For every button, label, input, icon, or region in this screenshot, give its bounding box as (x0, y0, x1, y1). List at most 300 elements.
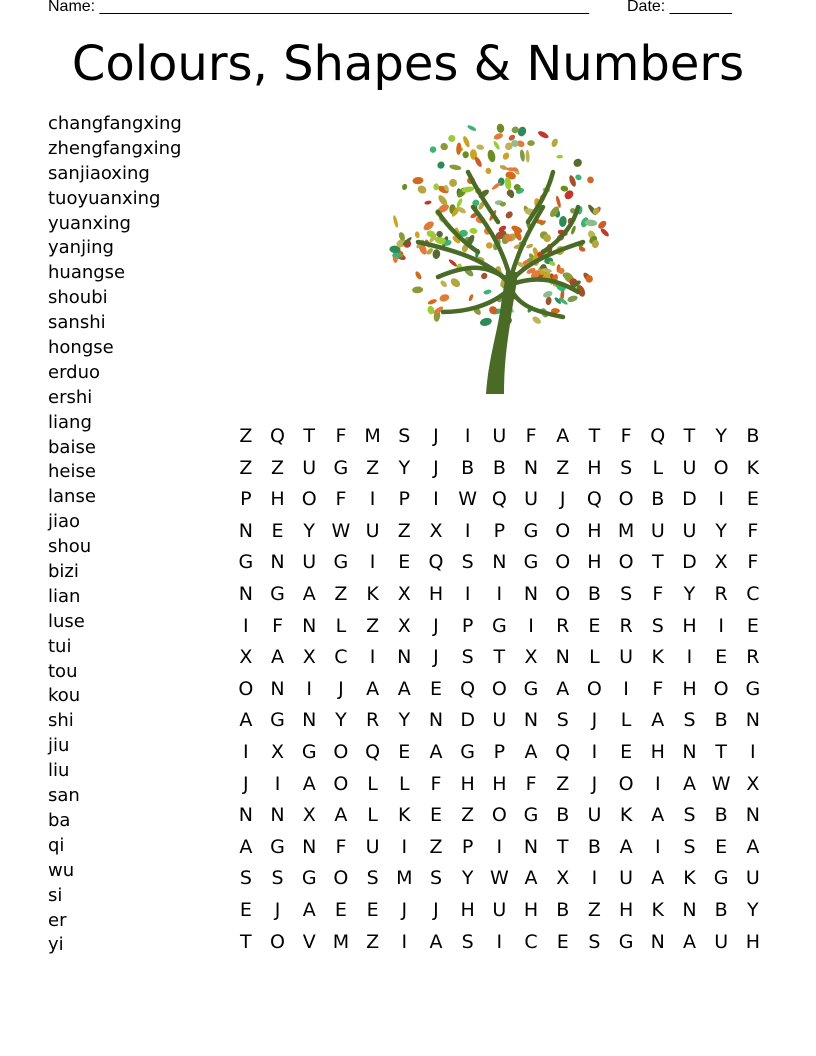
grid-letter[interactable]: U (714, 930, 729, 953)
grid-letter[interactable]: T (683, 425, 696, 447)
grid-letter[interactable]: S (461, 551, 474, 574)
grid-letter[interactable]: N (492, 551, 507, 574)
grid-letter[interactable]: Q (365, 740, 381, 763)
leaf-shape (476, 144, 485, 151)
grid-letter[interactable]: E (715, 646, 728, 669)
grid-letter[interactable]: B (746, 425, 760, 447)
grid-letter[interactable]: X (271, 740, 285, 763)
grid-letter[interactable]: K (683, 867, 696, 890)
grid-letter[interactable]: Y (303, 519, 316, 542)
grid-letter[interactable]: G (238, 551, 254, 574)
grid-letter[interactable]: Y (715, 425, 727, 447)
grid-letter[interactable]: A (366, 677, 380, 700)
grid-letter[interactable]: N (523, 582, 539, 605)
grid-letter[interactable]: I (496, 582, 503, 605)
grid-letter[interactable]: U (619, 646, 634, 669)
grid-letter[interactable]: O (618, 551, 634, 574)
grid-letter[interactable]: L (589, 646, 600, 669)
grid-letter[interactable]: Q (491, 488, 507, 511)
grid-letter[interactable]: U (302, 456, 317, 479)
grid-letter[interactable]: Z (366, 614, 380, 637)
grid-letter[interactable]: X (429, 519, 443, 542)
grid-letter[interactable]: Z (556, 456, 570, 479)
grid-letter[interactable]: E (429, 677, 442, 700)
grid-letter[interactable]: S (461, 930, 474, 953)
grid-letter[interactable]: B (556, 804, 570, 827)
grid-letter[interactable]: L (367, 772, 378, 795)
grid-letter[interactable]: R (714, 582, 728, 605)
grid-letter[interactable]: N (270, 677, 285, 700)
grid-letter[interactable]: Q (270, 425, 286, 447)
grid-letter[interactable]: Z (366, 930, 380, 953)
grid-letter[interactable]: E (588, 614, 601, 637)
grid-letter[interactable]: N (682, 898, 697, 921)
grid-letter[interactable]: X (746, 772, 760, 795)
grid-letter[interactable]: A (651, 867, 665, 890)
grid-letter[interactable]: G (333, 456, 349, 479)
grid-letter[interactable]: N (238, 519, 253, 542)
grid-letter[interactable]: X (302, 646, 316, 669)
grid-letter[interactable]: I (686, 646, 693, 669)
grid-letter[interactable]: I (243, 614, 249, 637)
grid-letter[interactable]: B (492, 456, 506, 479)
grid-letter[interactable]: O (333, 867, 349, 890)
grid-letter[interactable]: B (714, 898, 728, 921)
grid-letter[interactable]: I (464, 582, 471, 605)
grid-letter[interactable]: J (274, 898, 281, 921)
grid-letter[interactable]: Z (271, 456, 285, 479)
grid-letter[interactable]: K (651, 646, 665, 669)
grid-letter[interactable]: N (745, 709, 760, 732)
grid-letter[interactable]: L (398, 772, 410, 795)
grid-letter[interactable]: N (302, 709, 317, 732)
grid-letter[interactable]: T (556, 835, 569, 858)
grid-letter[interactable]: F (652, 677, 664, 700)
grid-letter[interactable]: D (682, 488, 697, 511)
grid-letter[interactable]: B (714, 804, 728, 827)
leaf-shape (439, 293, 451, 303)
grid-letter[interactable]: B (714, 709, 728, 732)
grid-letter[interactable]: E (620, 740, 633, 763)
grid-letter[interactable]: U (682, 519, 697, 542)
grid-letter[interactable]: T (240, 930, 252, 953)
grid-letter[interactable]: E (429, 804, 442, 827)
grid-letter[interactable]: K (619, 804, 633, 827)
grid-letter[interactable]: L (652, 456, 664, 479)
grid-letter[interactable]: A (619, 835, 633, 858)
grid-letter[interactable]: B (556, 898, 570, 921)
grid-letter[interactable]: F (430, 772, 442, 795)
grid-letter[interactable]: F (335, 425, 347, 447)
grid-letter[interactable]: L (620, 709, 632, 732)
grid-letter[interactable]: E (715, 835, 728, 858)
grid-letter[interactable]: A (302, 898, 316, 921)
grid-letter[interactable]: E (271, 519, 284, 542)
grid-letter[interactable]: H (587, 456, 602, 479)
grid-letter[interactable]: H (460, 772, 475, 795)
grid-letter[interactable]: O (713, 456, 729, 479)
grid-letter[interactable]: X (239, 646, 253, 669)
grid-letter[interactable]: O (618, 488, 634, 511)
grid-letter[interactable]: S (620, 456, 633, 479)
grid-letter[interactable]: B (651, 488, 665, 511)
grid-letter[interactable]: J (433, 898, 439, 921)
grid-letter[interactable]: F (620, 425, 632, 447)
grid-letter[interactable]: L (367, 804, 378, 827)
grid-letter[interactable]: A (334, 804, 348, 827)
grid-letter[interactable]: J (591, 772, 598, 795)
grid-letter[interactable]: I (623, 677, 629, 700)
grid-letter[interactable]: I (464, 425, 471, 447)
grid-letter[interactable]: Z (239, 425, 253, 447)
grid-letter[interactable]: J (433, 646, 439, 669)
grid-letter[interactable]: Y (461, 867, 474, 890)
grid-letter[interactable]: P (493, 740, 506, 763)
grid-letter[interactable]: R (619, 614, 633, 637)
grid-letter[interactable]: F (652, 582, 664, 605)
grid-letter[interactable]: S (556, 709, 569, 732)
grid-letter[interactable]: U (365, 519, 380, 542)
grid-letter[interactable]: B (461, 456, 475, 479)
grid-letter[interactable]: A (682, 930, 696, 953)
grid-letter[interactable]: O (555, 519, 571, 542)
grid-letter[interactable]: H (428, 582, 444, 605)
grid-letter[interactable]: B (587, 835, 601, 858)
grid-letter[interactable]: H (460, 898, 475, 921)
grid-letter[interactable]: W (489, 867, 509, 890)
grid-letter[interactable]: Y (715, 519, 727, 542)
grid-letter[interactable]: R (746, 646, 760, 669)
grid-letter[interactable]: N (302, 835, 317, 858)
grid-letter[interactable]: N (238, 804, 253, 827)
grid-letter[interactable]: A (524, 867, 538, 890)
grid-letter[interactable]: Q (428, 551, 444, 574)
grid-letter[interactable]: X (302, 804, 316, 827)
grid-letter[interactable]: O (586, 677, 602, 700)
grid-letter[interactable]: O (491, 677, 507, 700)
grid-letter[interactable]: O (301, 488, 317, 511)
grid-letter[interactable]: G (745, 677, 761, 700)
grid-letter[interactable]: S (429, 867, 442, 890)
grid-letter[interactable]: J (401, 898, 408, 921)
grid-letter[interactable]: R (365, 709, 380, 732)
grid-letter[interactable]: E (398, 551, 411, 574)
grid-letter[interactable]: M (396, 867, 413, 890)
grid-letter[interactable]: F (335, 488, 347, 511)
grid-letter[interactable]: Z (366, 456, 380, 479)
grid-letter[interactable]: Z (556, 772, 570, 795)
grid-letter[interactable]: K (651, 898, 665, 921)
grid-letter[interactable]: C (746, 582, 760, 605)
grid-letter[interactable]: Q (460, 677, 476, 700)
grid-letter[interactable]: A (651, 709, 665, 732)
grid-letter[interactable]: O (618, 772, 634, 795)
grid-letter[interactable]: W (458, 488, 478, 511)
grid-letter[interactable]: X (397, 614, 411, 637)
grid-letter[interactable]: M (332, 930, 350, 953)
grid-letter[interactable]: U (492, 898, 507, 921)
grid-letter[interactable]: I (369, 488, 376, 511)
grid-letter[interactable]: E (239, 898, 252, 921)
grid-letter[interactable]: L (335, 614, 347, 637)
grid-letter[interactable]: T (651, 551, 664, 574)
grid-letter[interactable]: I (718, 614, 724, 637)
grid-letter[interactable]: I (496, 835, 503, 858)
grid-letter[interactable]: O (713, 677, 729, 700)
grid-letter[interactable]: R (556, 614, 570, 637)
grid-letter[interactable]: G (270, 582, 285, 605)
grid-letter[interactable]: N (682, 740, 697, 763)
grid-letter[interactable]: S (398, 425, 411, 447)
grid-letter[interactable]: M (617, 519, 635, 542)
grid-letter[interactable]: A (651, 804, 665, 827)
grid-letter[interactable]: S (239, 867, 252, 890)
grid-letter[interactable]: U (650, 519, 665, 542)
grid-letter[interactable]: C (524, 930, 538, 953)
grid-letter[interactable]: I (528, 614, 534, 637)
grid-letter[interactable]: A (429, 740, 443, 763)
grid-letter[interactable]: P (240, 488, 252, 511)
grid-letter[interactable]: K (366, 582, 379, 605)
grid-letter[interactable]: Z (461, 804, 475, 827)
date-field[interactable]: Date: _______ (627, 0, 732, 15)
grid-letter[interactable]: G (301, 740, 317, 763)
grid-letter[interactable]: U (492, 425, 507, 447)
grid-letter[interactable]: X (524, 646, 538, 669)
grid-letter[interactable]: Y (398, 456, 411, 479)
grid-letter[interactable]: Y (747, 898, 759, 921)
grid-letter[interactable]: H (270, 488, 285, 511)
grid-letter[interactable]: C (334, 646, 348, 669)
grid-letter[interactable]: Y (398, 709, 411, 732)
grid-letter[interactable]: P (461, 835, 474, 858)
leaf-shape (432, 249, 440, 259)
grid-letter[interactable]: U (745, 867, 760, 890)
grid-letter[interactable]: J (591, 709, 598, 732)
grid-letter[interactable]: H (618, 898, 634, 921)
grid-letter[interactable]: G (333, 551, 349, 574)
grid-letter[interactable]: U (302, 551, 317, 574)
grid-letter[interactable]: O (238, 677, 254, 700)
grid-letter[interactable]: V (302, 930, 316, 953)
grid-letter[interactable]: N (302, 614, 317, 637)
grid-letter[interactable]: O (333, 772, 349, 795)
grid-letter[interactable]: H (587, 519, 602, 542)
grid-letter[interactable]: K (746, 456, 760, 479)
grid-letter[interactable]: S (683, 709, 696, 732)
grid-letter[interactable]: S (461, 646, 474, 669)
grid-letter[interactable]: A (556, 425, 570, 447)
grid-letter[interactable]: I (464, 519, 471, 542)
grid-letter[interactable]: I (750, 740, 756, 763)
grid-letter[interactable]: N (555, 646, 570, 669)
grid-letter[interactable]: N (523, 835, 539, 858)
grid-letter[interactable]: I (591, 867, 598, 890)
grid-letter[interactable]: S (683, 835, 696, 858)
grid-letter[interactable]: I (369, 646, 376, 669)
grid-letter[interactable]: G (491, 614, 507, 637)
grid-letter[interactable]: F (272, 614, 283, 637)
grid-letter[interactable]: F (525, 772, 537, 795)
grid-letter[interactable]: G (713, 867, 729, 890)
grid-letter[interactable]: X (556, 867, 570, 890)
grid-letter[interactable]: D (682, 551, 697, 574)
grid-letter[interactable]: G (523, 551, 539, 574)
grid-letter[interactable]: Q (586, 488, 602, 511)
grid-letter[interactable]: A (429, 930, 443, 953)
grid-letter[interactable]: T (303, 425, 316, 447)
grid-letter[interactable]: N (523, 456, 539, 479)
grid-letter[interactable]: I (401, 930, 408, 953)
grid-letter[interactable]: E (366, 898, 379, 921)
grid-letter[interactable]: A (302, 582, 316, 605)
leaf-shape (501, 151, 510, 161)
grid-letter[interactable]: N (397, 646, 412, 669)
grid-letter[interactable]: G (618, 930, 634, 953)
grid-letter[interactable]: N (270, 804, 285, 827)
grid-letter[interactable]: E (746, 488, 759, 511)
grid-letter[interactable]: G (270, 835, 285, 858)
grid-letter[interactable]: I (654, 772, 661, 795)
grid-letter[interactable]: H (682, 677, 697, 700)
leaf-shape (436, 160, 446, 170)
grid-letter[interactable]: T (715, 740, 727, 763)
grid-letter[interactable]: H (523, 898, 539, 921)
grid-letter[interactable]: I (718, 488, 724, 511)
grid-letter[interactable]: Z (429, 835, 443, 858)
grid-letter[interactable]: A (239, 709, 253, 732)
grid-letter[interactable]: G (523, 804, 539, 827)
grid-letter[interactable]: Z (587, 898, 601, 921)
grid-letter[interactable]: A (239, 835, 253, 858)
grid-letter[interactable]: S (588, 930, 601, 953)
grid-letter[interactable]: X (714, 551, 728, 574)
grid-letter[interactable]: I (243, 740, 249, 763)
grid-letter[interactable]: U (619, 867, 634, 890)
grid-letter[interactable]: O (491, 804, 507, 827)
grid-letter[interactable]: B (587, 582, 601, 605)
grid-letter[interactable]: J (243, 772, 249, 795)
grid-letter[interactable]: D (460, 709, 475, 732)
grid-letter[interactable]: I (591, 740, 598, 763)
grid-letter[interactable]: N (270, 551, 285, 574)
grid-letter[interactable]: I (274, 772, 281, 795)
grid-letter[interactable]: E (398, 740, 411, 763)
grid-letter[interactable]: E (556, 930, 569, 953)
grid-letter[interactable]: P (461, 614, 474, 637)
grid-letter[interactable]: U (587, 804, 602, 827)
grid-letter[interactable]: H (587, 551, 602, 574)
grid-letter[interactable]: T (493, 646, 506, 669)
leaf-shape (468, 293, 474, 301)
grid-letter[interactable]: S (683, 804, 696, 827)
grid-letter[interactable]: J (559, 488, 566, 511)
grid-letter[interactable]: J (433, 456, 439, 479)
grid-letter[interactable]: P (398, 488, 411, 511)
grid-letter[interactable]: S (651, 614, 664, 637)
grid-letter[interactable]: K (398, 804, 411, 827)
grid-letter[interactable]: I (433, 488, 439, 511)
grid-letter[interactable]: G (460, 740, 476, 763)
grid-letter[interactable]: O (333, 740, 349, 763)
grid-letter[interactable]: Y (683, 582, 696, 605)
grid-letter[interactable]: N (523, 709, 539, 732)
grid-letter[interactable]: A (682, 772, 696, 795)
grid-letter[interactable]: W (331, 519, 351, 542)
grid-letter[interactable]: I (654, 835, 661, 858)
grid-letter[interactable]: J (338, 677, 344, 700)
grid-letter[interactable]: O (270, 930, 286, 953)
grid-letter[interactable]: J (433, 425, 439, 447)
grid-letter[interactable]: G (270, 709, 285, 732)
grid-letter[interactable]: H (650, 740, 665, 763)
grid-letter[interactable]: N (428, 709, 444, 732)
grid-letter[interactable]: E (334, 898, 347, 921)
leaf-shape (537, 130, 550, 140)
grid-letter[interactable]: W (711, 772, 731, 795)
grid-letter[interactable]: Y (335, 709, 347, 732)
grid-letter[interactable]: G (523, 519, 539, 542)
grid-letter[interactable]: A (524, 740, 538, 763)
grid-letter[interactable]: A (271, 646, 285, 669)
grid-letter[interactable]: U (524, 488, 538, 511)
grid-letter[interactable]: E (746, 614, 759, 637)
grid-letter[interactable]: I (401, 835, 408, 858)
grid-letter[interactable]: N (650, 930, 665, 953)
grid-letter[interactable]: H (682, 614, 697, 637)
leaf-shape (479, 317, 493, 327)
grid-letter[interactable]: A (746, 835, 760, 858)
grid-letter[interactable]: I (369, 551, 376, 574)
grid-letter[interactable]: N (238, 582, 253, 605)
grid-letter[interactable]: O (555, 551, 571, 574)
grid-letter[interactable]: Z (397, 519, 411, 542)
grid-letter[interactable]: Z (239, 456, 253, 479)
grid-letter[interactable]: M (364, 425, 381, 447)
grid-letter[interactable]: G (523, 677, 539, 700)
grid-letter[interactable]: S (271, 867, 284, 890)
grid-letter[interactable]: I (496, 930, 503, 953)
grid-letter[interactable]: F (525, 425, 537, 447)
grid-letter[interactable]: F (747, 519, 759, 542)
grid-letter[interactable]: T (588, 425, 601, 447)
grid-letter[interactable]: H (492, 772, 507, 795)
grid-letter[interactable]: U (365, 835, 380, 858)
grid-letter[interactable]: F (335, 835, 347, 858)
grid-letter[interactable]: U (492, 709, 507, 732)
grid-letter[interactable]: A (302, 772, 316, 795)
grid-letter[interactable]: Q (650, 425, 666, 447)
grid-letter[interactable]: F (747, 551, 759, 574)
grid-letter[interactable]: A (397, 677, 411, 700)
grid-letter[interactable]: Q (555, 740, 571, 763)
grid-letter[interactable]: H (745, 930, 760, 953)
name-field[interactable]: Name: _______________________________________________________ (48, 0, 589, 15)
grid-letter[interactable]: G (301, 867, 317, 890)
grid-letter[interactable]: S (620, 582, 633, 605)
grid-letter[interactable]: Z (334, 582, 348, 605)
grid-letter[interactable]: A (556, 677, 570, 700)
grid-letter[interactable]: U (682, 456, 697, 479)
grid-letter[interactable]: X (397, 582, 411, 605)
grid-letter[interactable]: S (366, 867, 379, 890)
leaf-shape (492, 140, 500, 150)
grid-letter[interactable]: P (493, 519, 506, 542)
grid-letter[interactable]: O (555, 582, 571, 605)
grid-letter[interactable]: J (433, 614, 439, 637)
grid-letter[interactable]: I (306, 677, 313, 700)
grid-letter[interactable]: N (745, 804, 760, 827)
